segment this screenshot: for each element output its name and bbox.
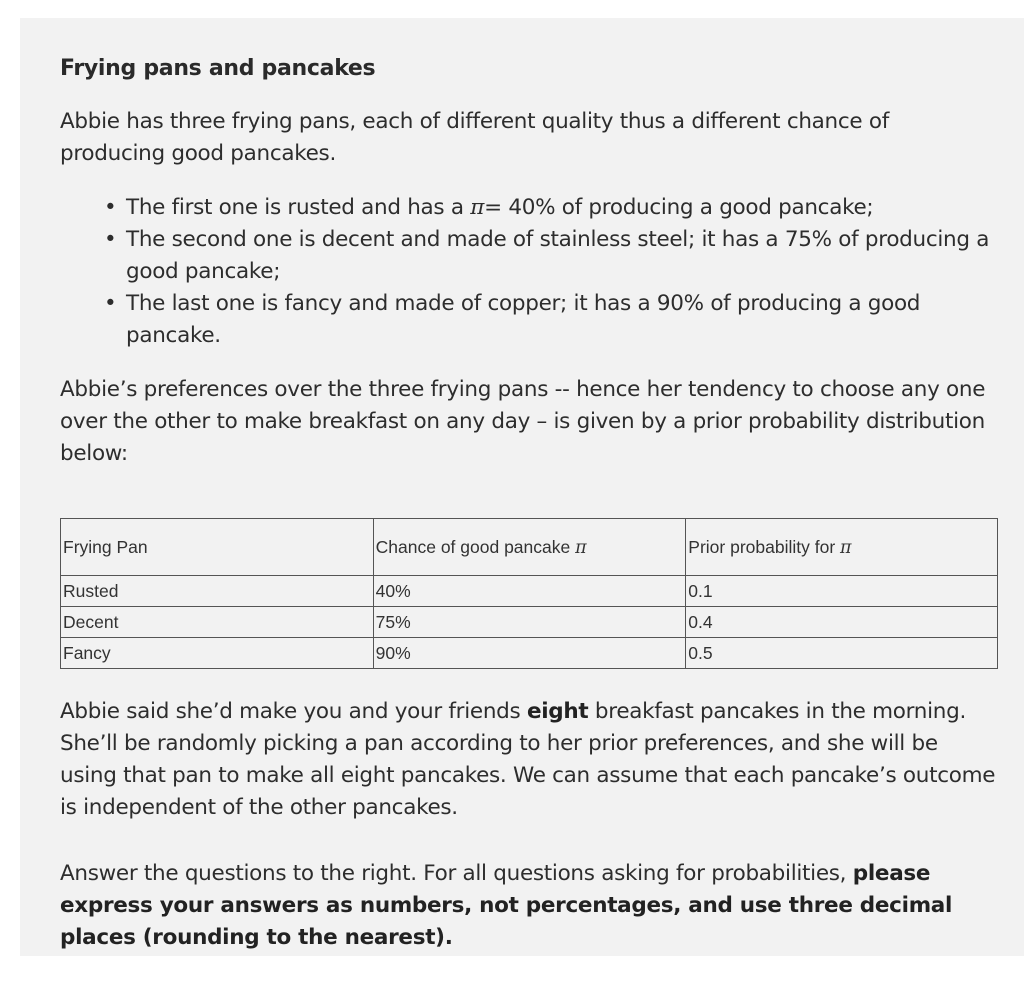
pancakes-paragraph: Abbie said she’d make you and your friends eight breakfast pancakes in the morning. She’ll be randomly picking a pan according to her prior preferences, and she will be using that pan to make all eight pancakes. We can assume that each pancake’s outcome is independent of the other pancakes. xyxy=(60,699,996,820)
bullet-icon: • xyxy=(104,227,117,252)
intro-paragraph: Abbie has three frying pans, each of different quality thus a different chance of producing good pancakes. xyxy=(60,109,889,166)
cell-pan: Rusted xyxy=(61,576,374,607)
cell-prior: 0.1 xyxy=(686,576,998,607)
list-item-rusted: • The first one is rusted and has a π= 40% of producing a good pancake; xyxy=(126,192,1000,224)
header-chance: Chance of good pancake π xyxy=(373,519,686,576)
problem-card xyxy=(20,18,1024,956)
cell-chance: 75% xyxy=(373,607,686,638)
answer-instructions: Answer the questions to the right. For all questions asking for probabilities, please express your answers as numbers, not percentages, and use three decimal places (rounding to the nearest). xyxy=(60,861,953,950)
table-row xyxy=(61,638,998,669)
prior-table xyxy=(60,518,998,669)
cell-prior: 0.4 xyxy=(686,607,998,638)
table-row xyxy=(61,576,998,607)
table-row xyxy=(61,607,998,638)
bullet-icon: • xyxy=(104,195,117,220)
cell-pan: Fancy xyxy=(61,638,374,669)
preferences-paragraph: Abbie’s preferences over the three frying pans -- hence her tendency to choose any one over the other to make breakfast on any day – is given by a prior probability distribution below: xyxy=(60,377,986,466)
cell-pan: Decent xyxy=(61,607,374,638)
cell-chance: 90% xyxy=(373,638,686,669)
bullet-icon: • xyxy=(104,291,117,316)
problem-title: Frying pans and pancakes xyxy=(60,56,376,81)
problem-content xyxy=(60,54,1000,950)
frying-pan-list xyxy=(60,192,1000,352)
header-frying-pan: Frying Pan xyxy=(61,519,374,576)
header-prior: Prior probability for π xyxy=(686,519,998,576)
list-item-decent: • The second one is decent and made of stainless steel; it has a 75% of producing a good pancake; xyxy=(126,224,1000,288)
cell-chance: 40% xyxy=(373,576,686,607)
table-header-row xyxy=(61,519,998,576)
cell-prior: 0.5 xyxy=(686,638,998,669)
list-item-fancy: • The last one is fancy and made of copper; it has a 90% of producing a good pancake. xyxy=(126,288,1000,352)
